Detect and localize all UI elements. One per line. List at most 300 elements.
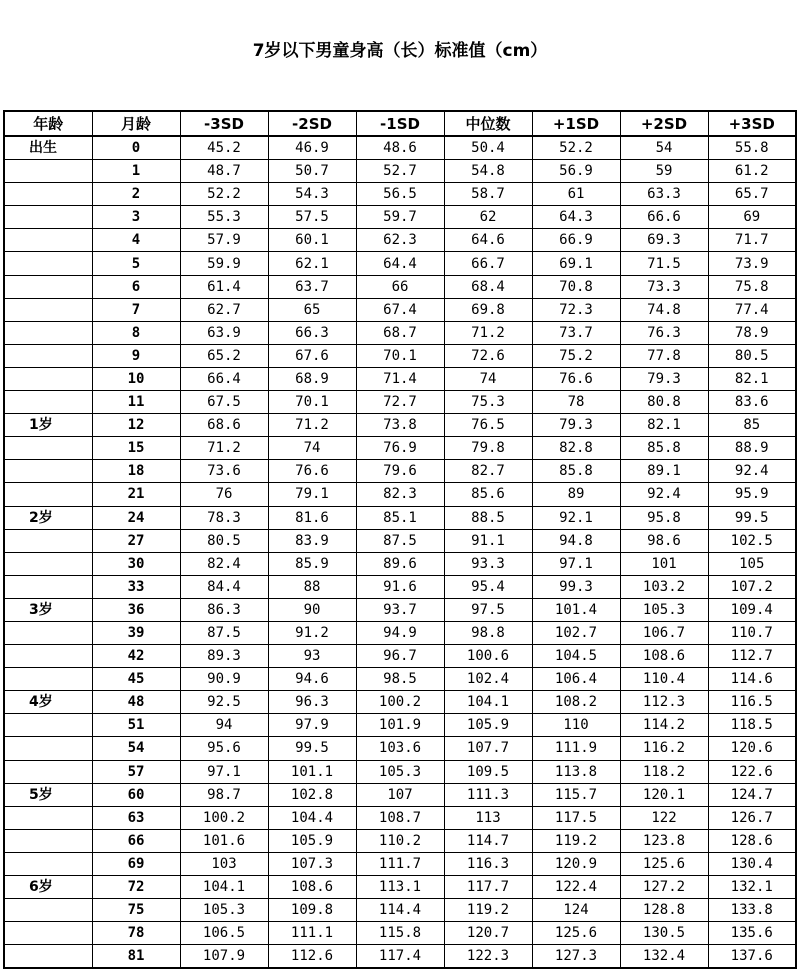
value-cell: 122.6 [708,760,796,783]
month-cell: 69 [92,852,180,875]
value-cell: 127.2 [620,876,708,899]
value-cell: 50.4 [444,136,532,160]
value-cell: 96.7 [356,645,444,668]
value-cell: 105 [708,552,796,575]
month-cell: 15 [92,437,180,460]
month-cell: 81 [92,945,180,969]
value-cell: 109.5 [444,760,532,783]
value-cell: 117.7 [444,876,532,899]
value-cell: 92.4 [708,460,796,483]
age-cell [4,621,92,644]
value-cell: 63.3 [620,183,708,206]
value-cell: 99.3 [532,575,620,598]
month-cell: 63 [92,806,180,829]
value-cell: 74 [444,367,532,390]
month-cell: 72 [92,876,180,899]
value-cell: 52.2 [180,183,268,206]
value-cell: 64.6 [444,229,532,252]
value-cell: 95.4 [444,575,532,598]
value-cell: 116.5 [708,691,796,714]
value-cell: 85.9 [268,552,356,575]
value-cell: 70.1 [356,344,444,367]
value-cell: 93.3 [444,552,532,575]
value-cell: 101.9 [356,714,444,737]
value-cell: 74.8 [620,298,708,321]
table-row [4,552,796,575]
age-cell [4,575,92,598]
value-cell: 109.4 [708,598,796,621]
month-cell: 75 [92,899,180,922]
table-row [4,229,796,252]
value-cell: 57.5 [268,206,356,229]
age-cell [4,321,92,344]
value-cell: 58.7 [444,183,532,206]
value-cell: 48.7 [180,160,268,183]
value-cell: 122.4 [532,876,620,899]
value-cell: 92.4 [620,483,708,506]
month-cell: 3 [92,206,180,229]
value-cell: 126.7 [708,806,796,829]
value-cell: 79.3 [532,414,620,437]
month-cell: 21 [92,483,180,506]
value-cell: 107.3 [268,852,356,875]
value-cell: 103.6 [356,737,444,760]
value-cell: 71.2 [268,414,356,437]
value-cell: 111.3 [444,783,532,806]
value-cell: 88.5 [444,506,532,529]
month-cell: 5 [92,252,180,275]
value-cell: 104.4 [268,806,356,829]
table-row [4,206,796,229]
value-cell: 80.5 [180,529,268,552]
value-cell: 98.8 [444,621,532,644]
value-cell: 59.7 [356,206,444,229]
column-header: -2SD [268,111,356,136]
value-cell: 76.6 [268,460,356,483]
value-cell: 82.1 [708,367,796,390]
table-row [4,945,796,969]
value-cell: 91.2 [268,621,356,644]
value-cell: 78.3 [180,506,268,529]
value-cell: 76.9 [356,437,444,460]
value-cell: 111.9 [532,737,620,760]
table-row [4,852,796,875]
value-cell: 120.7 [444,922,532,945]
table-row [4,829,796,852]
table-row [4,275,796,298]
table-row [4,344,796,367]
value-cell: 115.7 [532,783,620,806]
value-cell: 105.3 [356,760,444,783]
table-row [4,321,796,344]
value-cell: 60.1 [268,229,356,252]
value-cell: 108.7 [356,806,444,829]
value-cell: 94 [180,714,268,737]
value-cell: 88 [268,575,356,598]
value-cell: 128.6 [708,829,796,852]
value-cell: 97.5 [444,598,532,621]
value-cell: 137.6 [708,945,796,969]
value-cell: 117.4 [356,945,444,969]
value-cell: 83.6 [708,391,796,414]
value-cell: 108.6 [268,876,356,899]
value-cell: 115.8 [356,922,444,945]
value-cell: 107.2 [708,575,796,598]
value-cell: 89 [532,483,620,506]
value-cell: 122 [620,806,708,829]
value-cell: 118.2 [620,760,708,783]
age-cell [4,206,92,229]
value-cell: 55.3 [180,206,268,229]
age-cell: 4岁 [4,691,92,714]
value-cell: 69.8 [444,298,532,321]
value-cell: 72.3 [532,298,620,321]
value-cell: 123.8 [620,829,708,852]
month-cell: 24 [92,506,180,529]
value-cell: 65.2 [180,344,268,367]
value-cell: 110.7 [708,621,796,644]
value-cell: 113.1 [356,876,444,899]
value-cell: 85 [708,414,796,437]
value-cell: 85.8 [532,460,620,483]
month-cell: 78 [92,922,180,945]
age-cell [4,829,92,852]
value-cell: 66 [356,275,444,298]
column-header: -3SD [180,111,268,136]
value-cell: 101.1 [268,760,356,783]
value-cell: 65 [268,298,356,321]
month-cell: 60 [92,783,180,806]
value-cell: 67.5 [180,391,268,414]
value-cell: 106.7 [620,621,708,644]
value-cell: 93.7 [356,598,444,621]
month-cell: 27 [92,529,180,552]
age-cell: 1岁 [4,414,92,437]
value-cell: 77.4 [708,298,796,321]
value-cell: 94.9 [356,621,444,644]
value-cell: 124.7 [708,783,796,806]
value-cell: 75.3 [444,391,532,414]
column-header: 中位数 [444,111,532,136]
value-cell: 112.3 [620,691,708,714]
column-header: -1SD [356,111,444,136]
value-cell: 69.3 [620,229,708,252]
value-cell: 98.5 [356,668,444,691]
value-cell: 63.7 [268,275,356,298]
age-cell [4,483,92,506]
table-row [4,876,796,899]
value-cell: 80.5 [708,344,796,367]
table-row [4,252,796,275]
value-cell: 102.4 [444,668,532,691]
value-cell: 102.7 [532,621,620,644]
value-cell: 107.7 [444,737,532,760]
value-cell: 108.2 [532,691,620,714]
value-cell: 70.8 [532,275,620,298]
table-row [4,760,796,783]
age-cell [4,298,92,321]
value-cell: 104.1 [180,876,268,899]
table-row [4,391,796,414]
month-cell: 11 [92,391,180,414]
age-cell [4,344,92,367]
column-header: +1SD [532,111,620,136]
value-cell: 72.6 [444,344,532,367]
value-cell: 101 [620,552,708,575]
value-cell: 77.8 [620,344,708,367]
month-cell: 6 [92,275,180,298]
value-cell: 62.3 [356,229,444,252]
value-cell: 56.5 [356,183,444,206]
value-cell: 92.5 [180,691,268,714]
value-cell: 52.7 [356,160,444,183]
table-row [4,529,796,552]
table-row [4,183,796,206]
value-cell: 97.1 [180,760,268,783]
table-row [4,483,796,506]
value-cell: 125.6 [532,922,620,945]
height-standard-table [3,110,797,969]
value-cell: 75.2 [532,344,620,367]
value-cell: 112.7 [708,645,796,668]
value-cell: 96.3 [268,691,356,714]
month-cell: 33 [92,575,180,598]
month-cell: 1 [92,160,180,183]
value-cell: 68.6 [180,414,268,437]
age-cell [4,760,92,783]
value-cell: 68.7 [356,321,444,344]
month-cell: 30 [92,552,180,575]
value-cell: 112.6 [268,945,356,969]
value-cell: 117.5 [532,806,620,829]
month-cell: 12 [92,414,180,437]
age-cell [4,437,92,460]
value-cell: 62.1 [268,252,356,275]
value-cell: 71.2 [444,321,532,344]
value-cell: 106.4 [532,668,620,691]
value-cell: 118.5 [708,714,796,737]
value-cell: 106.5 [180,922,268,945]
value-cell: 88.9 [708,437,796,460]
value-cell: 54.3 [268,183,356,206]
value-cell: 111.1 [268,922,356,945]
value-cell: 127.3 [532,945,620,969]
table-row [4,668,796,691]
value-cell: 114.4 [356,899,444,922]
table-row [4,691,796,714]
month-cell: 42 [92,645,180,668]
value-cell: 90.9 [180,668,268,691]
table-row [4,298,796,321]
value-cell: 72.7 [356,391,444,414]
age-cell: 出生 [4,136,92,160]
column-header: +2SD [620,111,708,136]
column-header: 月龄 [92,111,180,136]
value-cell: 100.6 [444,645,532,668]
value-cell: 56.9 [532,160,620,183]
value-cell: 64.3 [532,206,620,229]
value-cell: 66.7 [444,252,532,275]
value-cell: 98.7 [180,783,268,806]
age-cell [4,252,92,275]
age-cell [4,391,92,414]
value-cell: 84.4 [180,575,268,598]
value-cell: 79.8 [444,437,532,460]
table-header-row [4,111,796,136]
month-cell: 4 [92,229,180,252]
value-cell: 119.2 [532,829,620,852]
value-cell: 99.5 [708,506,796,529]
age-cell [4,668,92,691]
table-row [4,598,796,621]
value-cell: 111.7 [356,852,444,875]
value-cell: 108.6 [620,645,708,668]
value-cell: 76.5 [444,414,532,437]
month-cell: 39 [92,621,180,644]
month-cell: 45 [92,668,180,691]
value-cell: 65.7 [708,183,796,206]
value-cell: 85.6 [444,483,532,506]
value-cell: 102.5 [708,529,796,552]
value-cell: 124 [532,899,620,922]
month-cell: 8 [92,321,180,344]
value-cell: 116.2 [620,737,708,760]
value-cell: 85.1 [356,506,444,529]
value-cell: 99.5 [268,737,356,760]
age-cell [4,367,92,390]
value-cell: 89.3 [180,645,268,668]
value-cell: 62 [444,206,532,229]
value-cell: 100.2 [180,806,268,829]
value-cell: 107 [356,783,444,806]
value-cell: 67.6 [268,344,356,367]
value-cell: 103 [180,852,268,875]
table-row [4,922,796,945]
value-cell: 61.4 [180,275,268,298]
value-cell: 132.4 [620,945,708,969]
value-cell: 86.3 [180,598,268,621]
table-row [4,806,796,829]
table-row [4,645,796,668]
value-cell: 64.4 [356,252,444,275]
value-cell: 130.4 [708,852,796,875]
value-cell: 90 [268,598,356,621]
value-cell: 94.6 [268,668,356,691]
value-cell: 66.9 [532,229,620,252]
month-cell: 54 [92,737,180,760]
value-cell: 120.6 [708,737,796,760]
value-cell: 67.4 [356,298,444,321]
age-cell [4,922,92,945]
table-row [4,367,796,390]
value-cell: 109.8 [268,899,356,922]
value-cell: 114.2 [620,714,708,737]
value-cell: 63.9 [180,321,268,344]
value-cell: 82.1 [620,414,708,437]
value-cell: 91.1 [444,529,532,552]
age-cell [4,645,92,668]
value-cell: 101.4 [532,598,620,621]
value-cell: 98.6 [620,529,708,552]
age-cell [4,160,92,183]
value-cell: 82.4 [180,552,268,575]
age-cell [4,806,92,829]
age-cell: 3岁 [4,598,92,621]
value-cell: 94.8 [532,529,620,552]
month-cell: 18 [92,460,180,483]
table-row [4,783,796,806]
value-cell: 79.3 [620,367,708,390]
value-cell: 95.6 [180,737,268,760]
value-cell: 105.3 [180,899,268,922]
table-row [4,136,796,160]
table-row [4,460,796,483]
age-cell [4,229,92,252]
age-cell [4,737,92,760]
table-row [4,506,796,529]
value-cell: 97.1 [532,552,620,575]
value-cell: 71.4 [356,367,444,390]
column-header: +3SD [708,111,796,136]
value-cell: 91.6 [356,575,444,598]
value-cell: 110.2 [356,829,444,852]
value-cell: 62.7 [180,298,268,321]
age-cell: 2岁 [4,506,92,529]
value-cell: 76.6 [532,367,620,390]
value-cell: 95.9 [708,483,796,506]
value-cell: 128.8 [620,899,708,922]
value-cell: 73.6 [180,460,268,483]
value-cell: 93 [268,645,356,668]
value-cell: 73.9 [708,252,796,275]
age-cell: 5岁 [4,783,92,806]
value-cell: 50.7 [268,160,356,183]
month-cell: 10 [92,367,180,390]
value-cell: 75.8 [708,275,796,298]
value-cell: 132.1 [708,876,796,899]
value-cell: 125.6 [620,852,708,875]
value-cell: 79.1 [268,483,356,506]
value-cell: 92.1 [532,506,620,529]
value-cell: 135.6 [708,922,796,945]
age-cell [4,275,92,298]
value-cell: 130.5 [620,922,708,945]
value-cell: 122.3 [444,945,532,969]
month-cell: 48 [92,691,180,714]
month-cell: 51 [92,714,180,737]
value-cell: 120.1 [620,783,708,806]
value-cell: 82.8 [532,437,620,460]
value-cell: 107.9 [180,945,268,969]
value-cell: 74 [268,437,356,460]
value-cell: 69 [708,206,796,229]
value-cell: 105.9 [268,829,356,852]
value-cell: 61 [532,183,620,206]
age-cell [4,552,92,575]
value-cell: 104.5 [532,645,620,668]
value-cell: 113 [444,806,532,829]
value-cell: 66.6 [620,206,708,229]
table-row [4,714,796,737]
age-cell [4,460,92,483]
table-row [4,621,796,644]
value-cell: 69.1 [532,252,620,275]
value-cell: 73.7 [532,321,620,344]
month-cell: 7 [92,298,180,321]
value-cell: 113.8 [532,760,620,783]
value-cell: 114.6 [708,668,796,691]
value-cell: 81.6 [268,506,356,529]
